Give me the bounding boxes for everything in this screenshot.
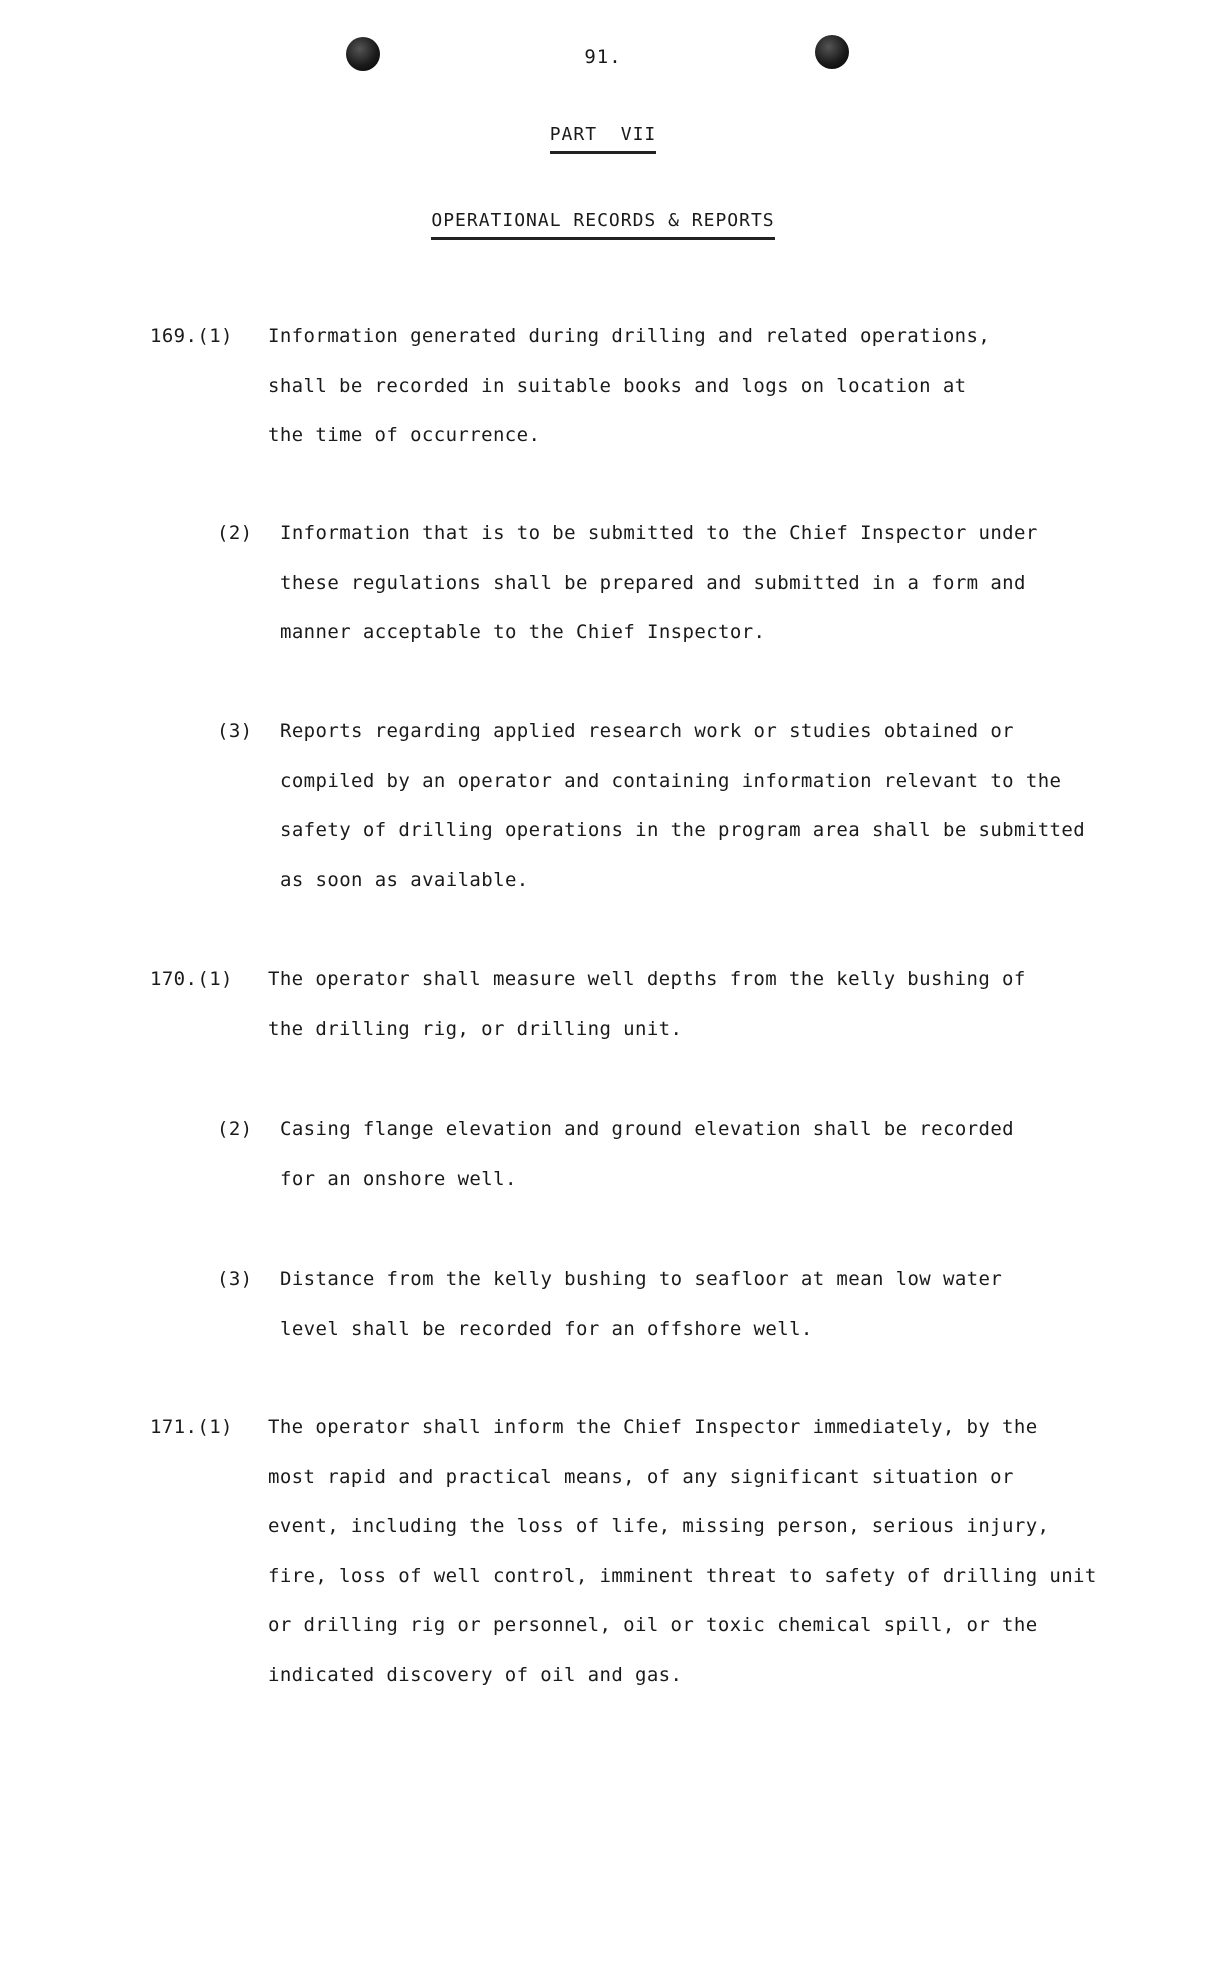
paragraph-line: The operator shall inform the Chief Inspector immediately, by the bbox=[268, 1416, 1038, 1438]
part-title-text: PART VII bbox=[550, 124, 657, 154]
paragraph-169-3 bbox=[217, 707, 1086, 905]
paragraph-line: these regulations shall be prepared and submitted in a form and bbox=[280, 571, 1026, 594]
paragraph-line: shall be recorded in suitable books and logs on location at bbox=[268, 374, 967, 397]
paragraph-line: safety of drilling operations in the program area shall be submitted bbox=[280, 819, 1086, 841]
paragraph-number: (3) bbox=[217, 1268, 253, 1290]
paragraph-number: (2) bbox=[217, 522, 253, 544]
paragraph-number: (3) bbox=[217, 720, 253, 742]
page-number: 91. bbox=[584, 46, 622, 68]
paragraph-line: Distance from the kelly bushing to seafloor at mean low water bbox=[280, 1268, 1003, 1290]
paragraph-number: 169.(1) bbox=[150, 325, 233, 347]
paragraph-line: Information that is to be submitted to the Chief Inspector under bbox=[280, 522, 1038, 544]
paragraph-line: as soon as available. bbox=[280, 868, 529, 891]
paragraph-170-1 bbox=[150, 955, 1026, 1054]
section-title-text: OPERATIONAL RECORDS & REPORTS bbox=[431, 210, 774, 240]
part-title bbox=[0, 124, 1206, 154]
paragraph-line: event, including the loss of life, missing person, serious injury, bbox=[268, 1515, 1050, 1537]
paragraph-line: Reports regarding applied research work or studies obtained or bbox=[280, 720, 1015, 742]
paragraph-line: Information generated during drilling and related operations, bbox=[268, 325, 991, 347]
section-title bbox=[0, 210, 1206, 240]
paragraph-line: most rapid and practical means, of any significant situation or bbox=[268, 1465, 1014, 1488]
paragraph-line: for an onshore well. bbox=[280, 1167, 517, 1190]
paragraph-line: Casing flange elevation and ground elevation shall be recorded bbox=[280, 1118, 1015, 1140]
paragraph-169-2 bbox=[217, 509, 1038, 658]
paragraph-171-1 bbox=[150, 1403, 1097, 1700]
paragraph-line: the time of occurrence. bbox=[268, 424, 541, 446]
paragraph-170-2 bbox=[217, 1105, 1015, 1204]
paragraph-number: (2) bbox=[217, 1118, 253, 1140]
paragraph-line: or drilling rig or personnel, oil or toxic chemical spill, or the bbox=[268, 1614, 1038, 1636]
paragraph-line: the drilling rig, or drilling unit. bbox=[268, 1017, 683, 1040]
paragraph-number: 171.(1) bbox=[150, 1416, 233, 1438]
paragraph-170-3 bbox=[217, 1255, 1003, 1354]
paragraph-169-1 bbox=[150, 312, 991, 461]
paragraph-line: manner acceptable to the Chief Inspector. bbox=[280, 621, 766, 643]
paragraph-line: indicated discovery of oil and gas. bbox=[268, 1663, 683, 1686]
paragraph-line: level shall be recorded for an offshore well. bbox=[280, 1317, 813, 1340]
paragraph-line: fire, loss of well control, imminent threat to safety of drilling unit bbox=[268, 1564, 1097, 1587]
paragraph-line: The operator shall measure well depths from the kelly bushing of bbox=[268, 968, 1026, 990]
paragraph-number: 170.(1) bbox=[150, 968, 233, 990]
paragraph-line: compiled by an operator and containing information relevant to the bbox=[280, 769, 1062, 792]
